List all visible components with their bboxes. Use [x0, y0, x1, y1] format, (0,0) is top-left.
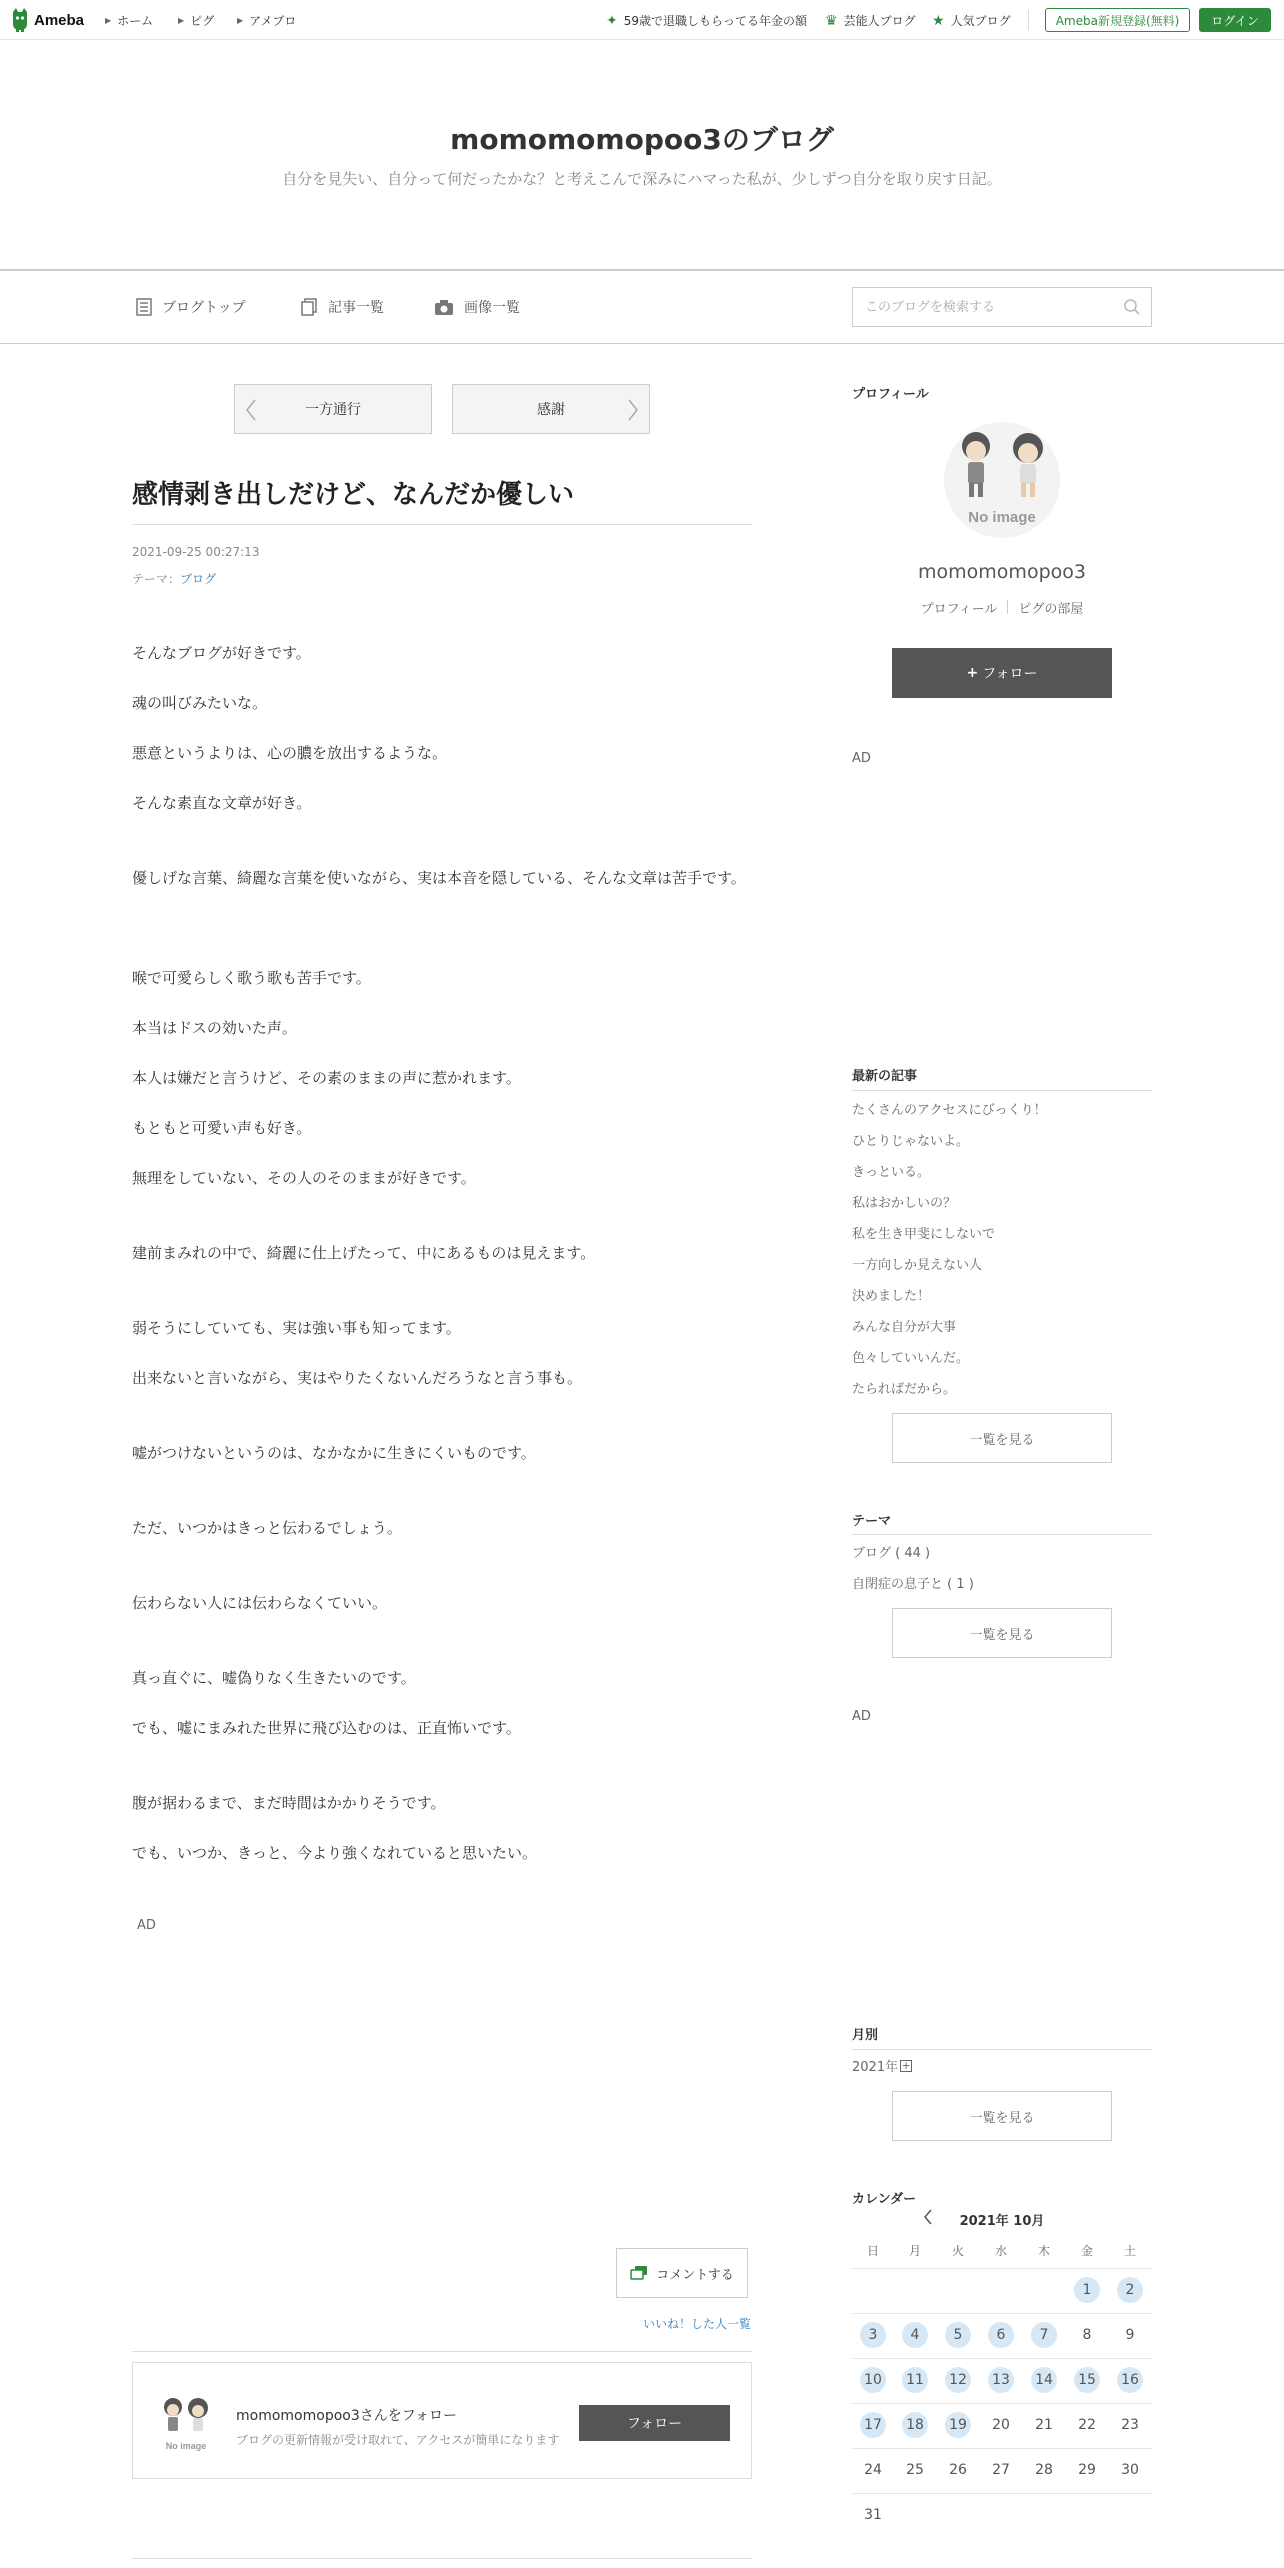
divider	[132, 524, 752, 525]
ameba-logo[interactable]	[10, 8, 84, 32]
topnav-ameblo-label: アメブロ	[249, 14, 297, 28]
calendar-day: 8	[1082, 2327, 1092, 2343]
recent-article-link[interactable]: 色々していいんだ。	[852, 1351, 970, 1366]
promo-link[interactable]	[606, 12, 807, 29]
crown-icon: ♛	[825, 12, 838, 29]
ad-label: AD	[852, 751, 871, 766]
calendar-day[interactable]: 5	[945, 2322, 971, 2348]
caret-right-icon: ▶	[105, 16, 112, 25]
follow-button[interactable]: フォロー	[579, 2405, 730, 2441]
article-paragraph: でも、いつか、きっと、今より強くなれていると思いたい。	[132, 1844, 538, 1862]
recent-article-link[interactable]: たくさんのアクセスにびっくり！	[852, 1103, 1047, 1118]
divider	[132, 2351, 752, 2352]
topnav-home-label: ホーム	[117, 14, 154, 28]
blog-description: 自分を見失い、自分って何だったかな？と考えこんで深みにハマった私が、少しずつ自分を取り戻す日記。	[282, 170, 1002, 188]
star-icon: ★	[932, 12, 945, 29]
ad-label: AD	[137, 1918, 156, 1933]
article-paragraph: もともと可愛い声も好き。	[132, 1119, 312, 1137]
article-paragraph: 悪意というよりは、心の膿を放出するような。	[132, 744, 448, 762]
sidebar-follow-button[interactable]	[892, 648, 1112, 698]
celebrity-blog-label: 芸能人ブログ	[843, 14, 916, 28]
search-input[interactable]	[853, 288, 1113, 326]
expand-icon[interactable]: +	[901, 2058, 911, 2072]
document-icon	[136, 298, 152, 316]
article-paragraph: 腹が据わるまで、まだ時間はかかりそうです。	[132, 1794, 446, 1812]
sparkle-icon: ✦	[606, 12, 618, 29]
calendar-day[interactable]: 16	[1117, 2367, 1143, 2393]
recent-heading: 最新の記事	[852, 1069, 918, 1084]
article-paragraph: 魂の叫びみたいな。	[132, 694, 268, 712]
topnav-home[interactable]	[105, 12, 153, 29]
recent-article-link[interactable]: 一方向しか見えない人	[852, 1258, 983, 1273]
nav-articles-label: 記事一覧	[328, 300, 384, 316]
prev-article-button[interactable]	[234, 384, 432, 434]
weekday-label: 木	[1037, 2244, 1050, 2258]
article-paragraph: そんなブログが好きです。	[132, 644, 311, 662]
weekday-label: 金	[1080, 2244, 1093, 2258]
nav-blog-top[interactable]	[136, 297, 246, 317]
article-title[interactable]: 感情剥き出しだけど、なんだか優しい	[132, 480, 575, 510]
ameba-mascot-icon	[10, 8, 30, 32]
search-icon[interactable]	[1123, 298, 1141, 316]
profile-links	[852, 598, 1152, 617]
calendar-day: 29	[1078, 2462, 1096, 2478]
calendar-day[interactable]: 2	[1117, 2277, 1143, 2303]
next-article-button[interactable]	[452, 384, 650, 434]
popular-blog-link[interactable]	[932, 12, 1011, 29]
likes-list-link[interactable]: いいね！した人一覧	[643, 2317, 752, 2331]
blog-search	[852, 287, 1152, 327]
calendar-day[interactable]: 19	[945, 2412, 971, 2438]
divider	[852, 2268, 1152, 2269]
comment-label: コメントする	[656, 2267, 734, 2283]
pig-room-link[interactable]: ピグの部屋	[1018, 602, 1084, 617]
theme-heading: テーマ	[852, 1514, 892, 1529]
chevron-left-icon[interactable]	[922, 2208, 934, 2226]
article-paragraph: 出来ないと言いながら、実はやりたくないんだろうなと言う事も。	[132, 1369, 583, 1387]
article-paragraph: 優しげな言葉、綺麗な言葉を使いながら、実は本音を隠している、そんな文章は苦手です。	[132, 869, 746, 887]
nav-images[interactable]	[434, 297, 520, 317]
calendar-day: 25	[906, 2462, 924, 2478]
calendar-day[interactable]: 14	[1031, 2367, 1057, 2393]
article-paragraph: でも、嘘にまみれた世界に飛び込むのは、正直怖いです。	[132, 1719, 521, 1737]
recent-article-link[interactable]: 決めました！	[852, 1289, 931, 1304]
calendar-day[interactable]: 7	[1031, 2322, 1057, 2348]
popular-blog-label: 人気ブログ	[950, 14, 1011, 28]
calendar-day: 23	[1121, 2417, 1139, 2433]
profile-name[interactable]: momomomopoo3	[918, 561, 1086, 583]
calendar-day[interactable]: 4	[902, 2322, 928, 2348]
login-button[interactable]: ログイン	[1199, 8, 1271, 32]
topnav-ameblo[interactable]	[237, 12, 296, 29]
recent-article-link[interactable]: たらればだから。	[852, 1382, 957, 1397]
ameba-wordmark: Ameba	[34, 11, 85, 29]
article-paragraph: 伝わらない人には伝わらなくていい。	[132, 1594, 388, 1612]
follow-title: momomomopoo3さんをフォロー	[236, 2408, 458, 2424]
article-paragraph: 本人は嫌だと言うけど、その素のままの声に惹かれます。	[132, 1069, 521, 1087]
calendar-day[interactable]: 12	[945, 2367, 971, 2393]
svg-text:No image: No image	[165, 2441, 207, 2451]
no-image-avatar	[155, 2393, 217, 2453]
recent-article-link[interactable]: ひとりじゃないよ。	[852, 1134, 970, 1149]
divider	[852, 1534, 1152, 1535]
article-paragraph: 真っ直ぐに、嘘偽りなく生きたいのです。	[132, 1669, 416, 1687]
article-paragraph: 弱そうにしていても、実は強い事も知ってます。	[132, 1319, 461, 1337]
blog-nav	[0, 269, 1284, 344]
global-header	[0, 0, 1284, 40]
calendar-day[interactable]: 11	[902, 2367, 928, 2393]
promo-label: 59歳で退職しもらってる年金の額	[623, 14, 808, 28]
divider	[852, 2358, 1152, 2359]
theme-label: テーマ：	[132, 572, 181, 586]
recent-article-link[interactable]: 私を生き甲斐にしないで	[852, 1227, 996, 1242]
no-image-text: No image	[968, 509, 1036, 526]
article-date: 2021-09-25 00:27:13	[132, 545, 260, 559]
divider	[852, 2049, 1152, 2050]
divider	[852, 1090, 1152, 1091]
comment-icon	[630, 2265, 648, 2281]
theme-link[interactable]: ブログ	[180, 572, 217, 586]
calendar-day[interactable]: 6	[988, 2322, 1014, 2348]
weekday-label: 日	[866, 2244, 879, 2258]
calendar-day[interactable]: 3	[860, 2322, 886, 2348]
topnav-pig-label: ピグ	[190, 14, 215, 28]
calendar-day[interactable]: 1	[1074, 2277, 1100, 2303]
register-button[interactable]: Ameba新規登録(無料)	[1045, 8, 1190, 32]
article-theme	[132, 570, 216, 587]
article-paragraph: 建前まみれの中で、綺麗に仕上げたって、中にあるものは見えます。	[132, 1244, 596, 1262]
camera-icon	[434, 299, 454, 316]
calendar-day: 22	[1078, 2417, 1096, 2433]
calendar-day: 9	[1125, 2327, 1135, 2343]
theme-link[interactable]: 自閉症の息子と ( 1 )	[852, 1577, 974, 1592]
article-paragraph: 喉で可愛らしく歌う歌も苦手です。	[132, 969, 371, 987]
calendar-day: 28	[1035, 2462, 1053, 2478]
monthly-heading: 月別	[852, 2028, 879, 2043]
calendar-day: 21	[1035, 2417, 1053, 2433]
blog-title[interactable]: momomomopoo3のブログ	[450, 123, 834, 156]
follow-card	[132, 2362, 752, 2479]
follow-subtitle: ブログの更新情報が受け取れて、アクセスが簡単になります	[236, 2433, 560, 2447]
divider	[852, 2448, 1152, 2449]
calendar-day: 26	[949, 2462, 967, 2478]
recent-article-link[interactable]: きっといる。	[852, 1165, 931, 1180]
calendar-month: 2021年 10月	[959, 2214, 1045, 2229]
nav-blog-top-label: ブログトップ	[162, 300, 246, 316]
article-paragraph: 本当はドスの効いた声。	[132, 1019, 297, 1037]
theme-link[interactable]: ブログ ( 44 )	[852, 1546, 931, 1561]
ad-label: AD	[852, 1709, 871, 1724]
divider	[852, 2313, 1152, 2314]
weekday-label: 火	[951, 2244, 964, 2258]
comment-button[interactable]	[616, 2248, 748, 2298]
nav-images-label: 画像一覧	[464, 300, 520, 316]
chevron-right-icon	[627, 399, 639, 421]
divider	[1028, 10, 1029, 30]
recent-article-link[interactable]: みんな自分が大事	[852, 1320, 957, 1335]
theme-see-all-button[interactable]: 一覧を見る	[892, 1608, 1112, 1658]
profile-avatar[interactable]	[940, 420, 1064, 540]
calendar-day[interactable]: 17	[860, 2412, 886, 2438]
weekday-label: 土	[1123, 2244, 1136, 2258]
divider	[852, 2493, 1152, 2494]
calendar-day: 24	[864, 2462, 882, 2478]
calendar-day[interactable]: 10	[860, 2367, 886, 2393]
calendar-day: 20	[992, 2417, 1010, 2433]
weekday-label: 月	[908, 2244, 921, 2258]
weekday-label: 水	[994, 2244, 1007, 2258]
profile-heading: プロフィール	[852, 387, 929, 402]
monthly-see-all-button[interactable]: 一覧を見る	[892, 2091, 1112, 2141]
profile-link[interactable]: プロフィール	[920, 602, 998, 617]
calendar-day[interactable]: 15	[1074, 2367, 1100, 2393]
article-paragraph: ただ、いつかはきっと伝わるでしょう。	[132, 1519, 402, 1537]
calendar-day: 30	[1121, 2462, 1139, 2478]
article-paragraph: 嘘がつけないというのは、なかなかに生きにくいものです。	[132, 1444, 536, 1462]
month-archive-2021[interactable]	[852, 2056, 912, 2075]
calendar-day[interactable]: 13	[988, 2367, 1014, 2393]
year-label: 2021年	[852, 2060, 899, 2075]
divider	[852, 2403, 1152, 2404]
article-paragraph: そんな素直な文章が好き。	[132, 794, 312, 812]
celebrity-blog-link[interactable]	[825, 12, 916, 29]
calendar-day: 27	[992, 2462, 1010, 2478]
nav-articles[interactable]	[300, 297, 384, 317]
recent-see-all-button[interactable]: 一覧を見る	[892, 1413, 1112, 1463]
caret-right-icon: ▶	[178, 16, 185, 25]
topnav-pig[interactable]	[178, 12, 214, 29]
calendar-heading: カレンダー	[852, 2192, 917, 2207]
prev-article-label: 一方通行	[305, 402, 361, 418]
divider	[1007, 600, 1008, 614]
article-paragraph: 無理をしていない、その人のそのままが好きです。	[132, 1169, 476, 1187]
calendar-day: 31	[864, 2507, 882, 2523]
recent-article-link[interactable]: 私はおかしいの？	[852, 1196, 957, 1211]
caret-right-icon: ▶	[237, 16, 244, 25]
chevron-left-icon	[245, 399, 257, 421]
calendar-day[interactable]: 18	[902, 2412, 928, 2438]
copy-icon	[300, 298, 318, 316]
sidebar-follow-label: フォロー	[982, 666, 1038, 682]
divider	[132, 2558, 752, 2559]
next-article-label: 感謝	[537, 402, 565, 418]
plus-icon: +	[966, 665, 979, 681]
